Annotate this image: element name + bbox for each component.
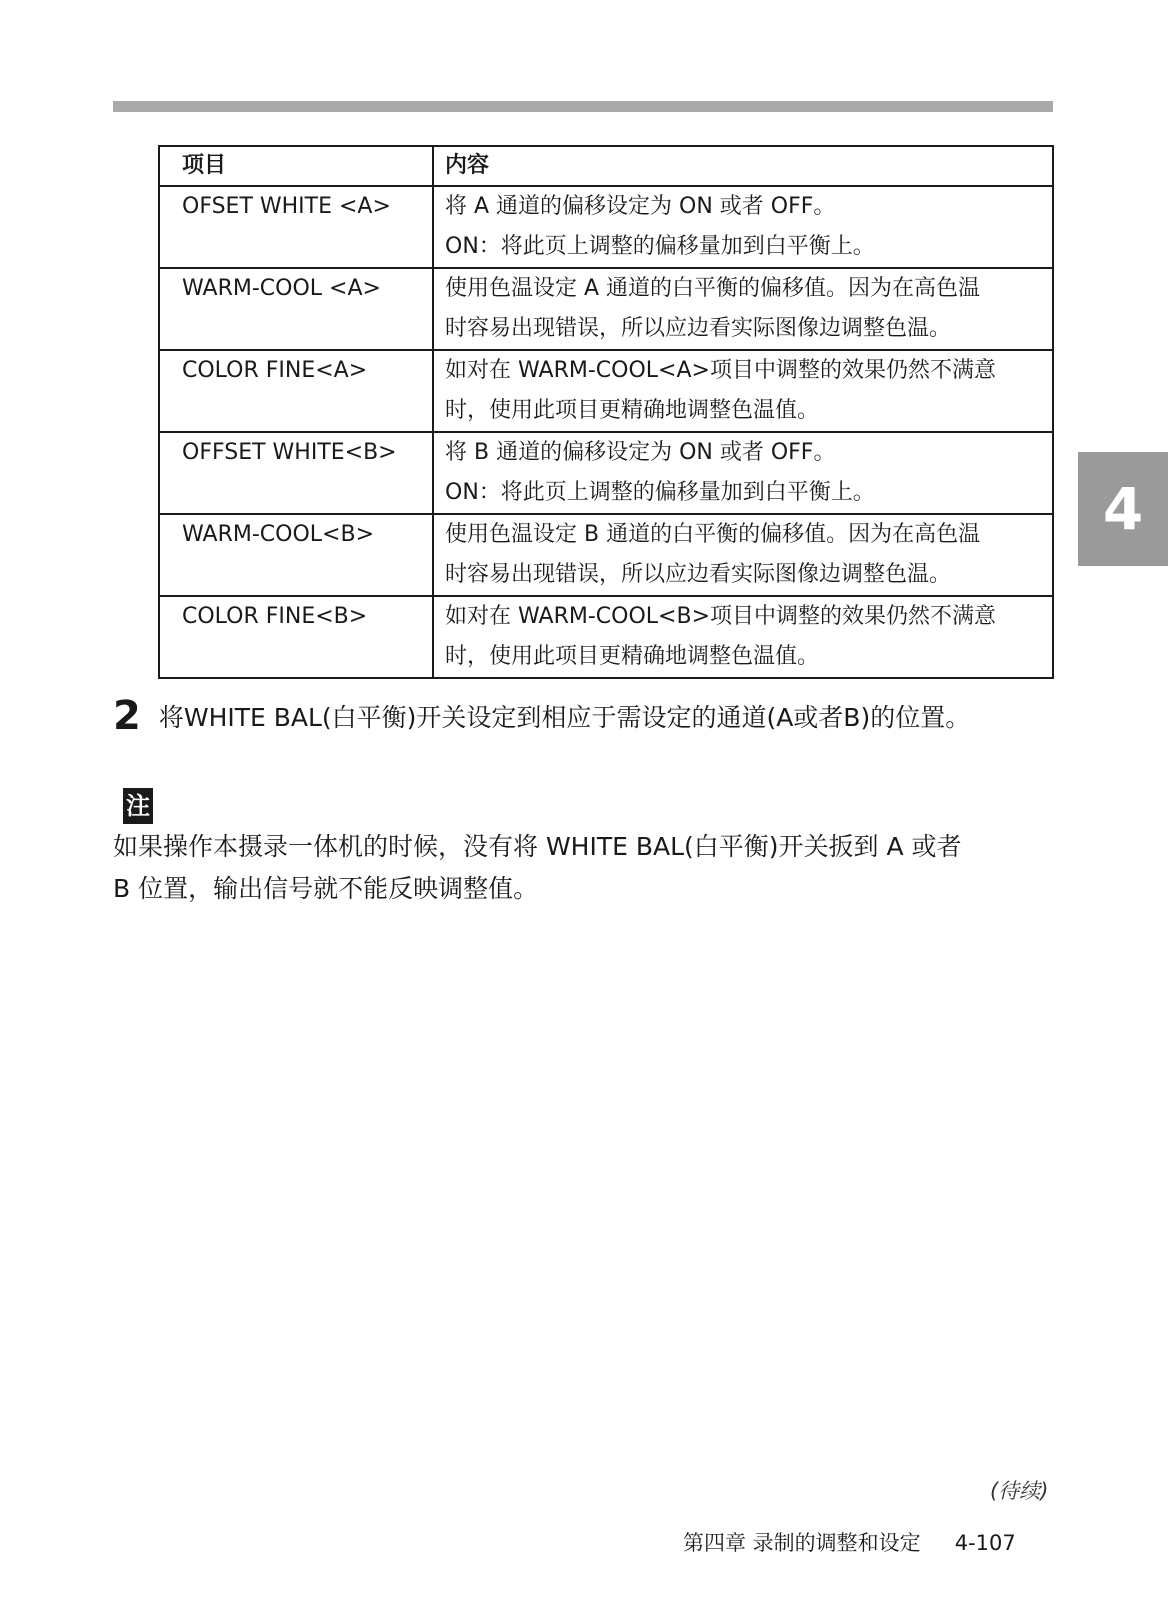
table-row — [159, 432, 1053, 514]
page-number: 4-107 — [954, 1531, 1016, 1555]
content-line: ON：将此页上调整的偏移量加到白平衡上。 — [445, 234, 875, 259]
settings-table — [158, 145, 1054, 679]
content-line: 将 A 通道的偏移设定为 ON 或者 OFF。 — [445, 194, 836, 219]
content-line: 使用色温设定 A 通道的白平衡的偏移值。因为在高色温 — [445, 276, 981, 301]
item-cell: WARM-COOL <A> — [159, 268, 433, 350]
note-text — [113, 826, 1058, 910]
content-line: 如对在 WARM-COOL<B>项目中调整的效果仍然不满意 — [445, 604, 997, 629]
content-cell — [433, 514, 1053, 596]
note-line: B 位置，输出信号就不能反映调整值。 — [113, 874, 539, 903]
table-header-row — [159, 146, 1053, 186]
content-line: ON：将此页上调整的偏移量加到白平衡上。 — [445, 480, 875, 505]
continued-label: (待续) — [990, 1479, 1049, 1503]
step-2 — [113, 693, 970, 739]
page-footer — [683, 1527, 1016, 1557]
step-number: 2 — [113, 693, 141, 739]
content-line: 如对在 WARM-COOL<A>项目中调整的效果仍然不满意 — [445, 358, 996, 383]
table-row — [159, 186, 1053, 268]
note-line: 如果操作本摄录一体机的时候，没有将 WHITE BAL(白平衡)开关扳到 A 或者 — [113, 832, 962, 861]
table-row — [159, 596, 1053, 678]
content-line: 使用色温设定 B 通道的白平衡的偏移值。因为在高色温 — [445, 522, 981, 547]
item-cell: OFFSET WHITE<B> — [159, 432, 433, 514]
note-badge: 注 — [123, 788, 153, 824]
content-line: 时容易出现错误，所以应边看实际图像边调整色温。 — [445, 562, 952, 587]
content-line: 将 B 通道的偏移设定为 ON 或者 OFF。 — [445, 440, 836, 465]
table-row — [159, 514, 1053, 596]
column-header-item: 项目 — [159, 146, 433, 186]
item-cell: COLOR FINE<B> — [159, 596, 433, 678]
chapter-title: 第四章 录制的调整和设定 — [683, 1531, 921, 1555]
chapter-tab: 4 — [1078, 452, 1168, 566]
content-cell — [433, 186, 1053, 268]
content-cell — [433, 350, 1053, 432]
step-text: 将WHITE BAL(白平衡)开关设定到相应于需设定的通道(A或者B)的位置。 — [158, 703, 971, 732]
top-rule — [113, 101, 1053, 112]
content-cell — [433, 268, 1053, 350]
item-cell: OFSET WHITE <A> — [159, 186, 433, 268]
content-line: 时，使用此项目更精确地调整色温值。 — [445, 398, 820, 423]
column-header-content: 内容 — [433, 146, 1053, 186]
table-row — [159, 268, 1053, 350]
content-line: 时，使用此项目更精确地调整色温值。 — [445, 644, 820, 669]
item-cell: WARM-COOL<B> — [159, 514, 433, 596]
content-cell — [433, 432, 1053, 514]
content-line: 时容易出现错误，所以应边看实际图像边调整色温。 — [445, 316, 952, 341]
item-cell: COLOR FINE<A> — [159, 350, 433, 432]
table-row — [159, 350, 1053, 432]
content-cell — [433, 596, 1053, 678]
